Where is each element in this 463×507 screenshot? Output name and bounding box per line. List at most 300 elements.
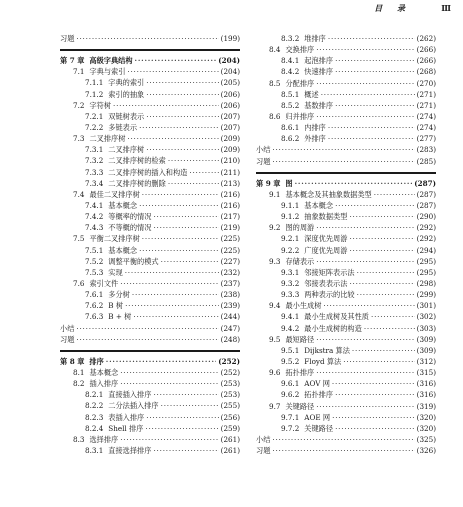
toc-entry[interactable] [60, 167, 240, 178]
toc-entry-page: (252) [218, 356, 240, 366]
toc-entry[interactable] [60, 122, 240, 133]
toc-entry-title: 二分法插入排序 [108, 401, 159, 411]
toc-entry[interactable] [60, 144, 240, 155]
toc-entry-title: Dijkstra 算法 [304, 345, 350, 355]
toc-entry-number: 7.6.3 [85, 312, 104, 322]
toc-entry-title: 习题 [256, 156, 271, 166]
toc-entry-title: 直接选择排序 [108, 445, 152, 455]
toc-entry[interactable] [256, 122, 436, 133]
toc-entry[interactable] [256, 389, 436, 400]
leader-dots [139, 200, 219, 211]
toc-entry-page: (211) [220, 167, 240, 177]
toc-entry[interactable] [60, 111, 240, 122]
toc-entry[interactable] [256, 233, 436, 244]
leader-dots [142, 233, 219, 244]
leader-dots [335, 66, 415, 77]
toc-entry-title: 高级字典结构 [89, 56, 133, 66]
toc-entry-number: 7.1.1 [85, 78, 104, 88]
toc-entry-page: (326) [416, 446, 436, 456]
toc-entry-title: 习题 [60, 34, 75, 43]
leader-dots [189, 167, 218, 178]
toc-entry[interactable] [256, 334, 436, 345]
leader-dots [343, 356, 414, 367]
toc-entry-number: 7.4.3 [85, 223, 104, 233]
leader-dots [272, 445, 414, 456]
toc-entry-title: 二叉排序树的插入和构造 [108, 167, 188, 177]
toc-entry-number: 9.1.1 [281, 200, 300, 210]
toc-entry-title: 表插入排序 [108, 412, 145, 422]
toc-entry-title: 字典的索引 [108, 78, 145, 88]
leader-dots [357, 289, 415, 300]
leader-dots [371, 311, 415, 322]
toc-entry[interactable] [60, 233, 240, 244]
toc-entry[interactable] [60, 434, 240, 445]
toc-entry-title: 排序 [89, 356, 104, 366]
toc-entry[interactable] [60, 267, 240, 278]
toc-entry-title: 基本概念及其抽象数据类型 [285, 189, 372, 199]
toc-entry-page: (266) [416, 45, 436, 55]
toc-entry[interactable] [256, 289, 436, 300]
toc-entry-title: 索引的抽象 [108, 89, 145, 99]
toc-entry[interactable] [256, 100, 436, 111]
toc-entry-page: (298) [416, 278, 436, 288]
toc-entry-title: 图 [285, 178, 293, 188]
toc-entry-number: 8.6.1 [281, 123, 300, 133]
toc-entry[interactable] [256, 66, 436, 77]
toc-entry-number: 9.3 [269, 256, 281, 266]
toc-entry-page: (261) [220, 434, 240, 444]
toc-entry[interactable] [60, 222, 240, 233]
toc-entry-number: 7.4.2 [85, 212, 104, 222]
toc-entry-number: 9.2.1 [281, 234, 300, 244]
toc-entry-page: (207) [220, 111, 240, 121]
header-page-number: Ⅲ [441, 3, 451, 13]
toc-chapter-entry[interactable] [60, 55, 240, 66]
toc-entry[interactable] [60, 311, 240, 322]
leader-dots [295, 178, 413, 189]
toc-entry-page: (204) [220, 67, 240, 77]
toc-entry[interactable] [256, 378, 436, 389]
toc-entry-number: 8.5 [269, 78, 281, 88]
toc-entry-number: 9.3.2 [281, 278, 300, 288]
toc-entry[interactable] [256, 89, 436, 100]
leader-dots [332, 378, 415, 389]
toc-entry[interactable] [256, 211, 436, 222]
toc-entry[interactable] [60, 245, 240, 256]
toc-entry-number: 9.4.1 [281, 312, 300, 322]
leader-dots [272, 144, 414, 155]
toc-entry-page: (268) [416, 67, 436, 77]
toc-entry-title: 快速排序 [304, 67, 334, 77]
toc-entry-page: (290) [416, 212, 436, 222]
leader-dots [161, 256, 219, 267]
leader-dots [113, 100, 219, 111]
toc-entry-title: 二叉排序树 [108, 145, 145, 155]
toc-entry-page: (299) [416, 290, 436, 300]
toc-entry-page: (277) [416, 134, 436, 144]
toc-entry-page: (232) [220, 267, 240, 277]
toc-entry[interactable] [256, 133, 436, 144]
toc-entry-title: 两种表示的比较 [304, 290, 355, 300]
toc-entry-number: 7.5.3 [85, 267, 104, 277]
leader-dots [316, 367, 414, 378]
leader-dots [153, 389, 218, 400]
toc-entry[interactable] [60, 300, 240, 311]
toc-entry[interactable] [60, 100, 240, 111]
toc-entry-title: 拓扑排序 [304, 390, 334, 400]
leader-dots [316, 334, 414, 345]
leader-dots [125, 267, 219, 278]
toc-entry-title: 直接插入排序 [108, 390, 152, 400]
toc-entry-number: 9.7.2 [281, 423, 300, 433]
toc-entry-title: 深度优先周游 [304, 234, 348, 244]
toc-entry-page: (227) [220, 256, 240, 266]
leader-dots [168, 155, 219, 166]
toc-entry-page: (247) [220, 323, 240, 333]
toc-entry-page: (303) [416, 323, 436, 333]
toc-entry-number: 8.5.2 [281, 100, 300, 110]
leader-dots [120, 367, 218, 378]
toc-chapter-entry[interactable] [60, 356, 240, 367]
toc-entry-title: 外排序 [304, 134, 326, 144]
toc-entry-page: (287) [416, 189, 436, 199]
toc-entry[interactable] [60, 77, 240, 88]
toc-entry-title: 索引文件 [89, 278, 119, 288]
toc-entry-number: 9.2 [269, 223, 281, 233]
toc-entry-page: (320) [416, 412, 436, 422]
leader-dots [125, 300, 219, 311]
toc-entry-page: (271) [416, 89, 436, 99]
toc-chapter-entry[interactable] [256, 178, 436, 189]
toc-entry[interactable] [256, 323, 436, 334]
toc-entry-number: 7.6 [73, 278, 85, 288]
toc-entry-number: 第 8 章 [60, 356, 85, 366]
toc-entry-page: (292) [416, 234, 436, 244]
toc-entry-page: (216) [220, 200, 240, 210]
toc-entry-number: 9.5.2 [281, 356, 300, 366]
page-header [0, 0, 463, 20]
toc-entry[interactable] [256, 200, 436, 211]
toc-entry-title: 二叉排序树 [89, 134, 126, 144]
toc-entry-title: AOV 网 [304, 379, 330, 389]
toc-entry[interactable] [60, 200, 240, 211]
toc-entry-page: (309) [416, 345, 436, 355]
toc-entry[interactable] [60, 389, 240, 400]
header-title: 目 录 [374, 3, 411, 13]
toc-entry[interactable] [60, 323, 240, 334]
toc-entry-page: (256) [220, 412, 240, 422]
leader-dots [135, 55, 217, 66]
toc-entry-number: 7.5.1 [85, 245, 104, 255]
toc-entry-title: 最佳二叉排序树 [89, 189, 140, 199]
toc-entry-number: 8.4 [269, 45, 281, 55]
toc-entry-page: (316) [416, 379, 436, 389]
toc-entry-number: 8.2.2 [85, 401, 104, 411]
leader-dots [328, 133, 415, 144]
leader-dots [127, 66, 218, 77]
toc-entry[interactable] [60, 412, 240, 423]
toc-entry-title: 分配排序 [285, 78, 315, 88]
leader-dots [153, 211, 218, 222]
toc-entry-number: 7.3 [73, 134, 85, 144]
toc-entry-page: (238) [220, 290, 240, 300]
leader-dots [323, 300, 414, 311]
leader-dots [127, 133, 218, 144]
toc-entry[interactable] [60, 178, 240, 189]
toc-entry[interactable] [60, 256, 240, 267]
toc-entry[interactable] [60, 334, 240, 345]
toc-entry[interactable] [60, 400, 240, 411]
toc-entry[interactable] [60, 155, 240, 166]
toc-entry-number: 8.3 [73, 434, 85, 444]
toc-entry[interactable] [256, 33, 436, 44]
leader-dots [146, 77, 218, 88]
toc-entry-title: 习题 [60, 334, 75, 344]
leader-dots [146, 111, 218, 122]
toc-entry-number: 8.5.1 [281, 89, 300, 99]
toc-entry[interactable] [256, 278, 436, 289]
toc-entry-number: 7.3.4 [85, 178, 104, 188]
toc-entry[interactable] [60, 367, 240, 378]
toc-entry-number: 9.6.2 [281, 390, 300, 400]
toc-entry-page: (302) [416, 312, 436, 322]
toc-entry-page: (315) [416, 368, 436, 378]
toc-entry-number: 8.4.2 [281, 67, 300, 77]
toc-entry-title: 关键路径 [304, 423, 334, 433]
toc-entry-number: 9.5.1 [281, 345, 300, 355]
toc-entry-page: (301) [416, 301, 436, 311]
toc-entry-number: 9.5 [269, 334, 281, 344]
toc-entry-title: 实现 [108, 267, 123, 277]
toc-entry[interactable] [256, 434, 436, 445]
toc-entry-page: (255) [220, 401, 240, 411]
toc-entry-title: 调整平衡的模式 [108, 256, 159, 266]
toc-entry-title: 最小生成树 [285, 301, 322, 311]
toc-entry-title: 最小生成树及其性质 [304, 312, 369, 322]
toc-entry-number: 7.4.1 [85, 200, 104, 210]
toc-entry-title: 不等概的情况 [108, 223, 152, 233]
toc-entry-title: 内排序 [304, 123, 326, 133]
toc-entry[interactable] [60, 445, 240, 456]
toc-entry-page: (253) [220, 390, 240, 400]
toc-entry-title: Floyd 算法 [304, 356, 342, 366]
toc-entry[interactable] [60, 289, 240, 300]
toc-entry-title: Shell 排序 [108, 423, 144, 433]
toc-entry-page: (309) [416, 334, 436, 344]
toc-entry-page: (294) [416, 245, 436, 255]
toc-entry[interactable] [256, 267, 436, 278]
toc-entry-number: 9.3.1 [281, 267, 300, 277]
leader-dots [120, 278, 218, 289]
toc-entry-number: 8.2.1 [85, 390, 104, 400]
toc-entry-title: 图的周游 [285, 223, 315, 233]
toc-entry-number: 7.3.3 [85, 167, 104, 177]
leader-dots [153, 445, 218, 456]
leader-dots [146, 144, 218, 155]
toc-entry-page: (213) [220, 178, 240, 188]
toc-entry-page: (244) [220, 312, 240, 322]
toc-entry-page: (204) [218, 56, 240, 66]
toc-entry-page: (219) [220, 223, 240, 233]
toc-entry[interactable] [256, 345, 436, 356]
toc-entry-number: 7.1 [73, 67, 85, 77]
leader-dots [139, 245, 219, 256]
toc-entry-title: 基数排序 [304, 100, 334, 110]
leader-dots [272, 434, 414, 445]
toc-entry-page: (225) [220, 245, 240, 255]
toc-entry[interactable] [60, 33, 240, 44]
toc-entry-title: 堆排序 [304, 34, 326, 43]
toc-entry-page: (292) [416, 223, 436, 233]
toc-entry[interactable] [60, 66, 240, 77]
toc-entry-number: 7.1.2 [85, 89, 104, 99]
leader-dots [357, 267, 415, 278]
toc-entry[interactable] [256, 245, 436, 256]
toc-entry-page: (274) [416, 111, 436, 121]
leader-dots [349, 278, 414, 289]
toc-entry-title: 最小生成树的构造 [304, 323, 362, 333]
toc-entry-page: (217) [220, 212, 240, 222]
toc-entry[interactable] [256, 300, 436, 311]
toc-entry-title: 广度优先周游 [304, 245, 348, 255]
toc-left-column [60, 33, 240, 456]
toc-entry-page: (270) [416, 78, 436, 88]
toc-entry-number: 7.5 [73, 234, 85, 244]
toc-entry-page: (320) [416, 423, 436, 433]
toc-entry-page: (274) [416, 123, 436, 133]
toc-entry-title: 基本概念 [108, 200, 138, 210]
leader-dots [161, 400, 219, 411]
leader-dots [316, 78, 414, 89]
toc-entry-title: 最短路径 [285, 334, 315, 344]
toc-entry[interactable] [60, 133, 240, 144]
toc-entry-page: (210) [220, 156, 240, 166]
toc-entry-title: 小结 [256, 434, 271, 444]
toc-entry-page: (239) [220, 301, 240, 311]
toc-entry-title: 交换排序 [285, 45, 315, 55]
toc-entry-number: 9.3.3 [281, 290, 300, 300]
chapter-divider [60, 49, 240, 51]
toc-entry-page: (206) [220, 100, 240, 110]
toc-entry[interactable] [256, 189, 436, 200]
toc-entry-page: (266) [416, 56, 436, 66]
leader-dots [374, 189, 415, 200]
toc-entry[interactable] [256, 356, 436, 367]
toc-entry-page: (207) [220, 122, 240, 132]
leader-dots [153, 222, 218, 233]
toc-entry[interactable] [256, 111, 436, 122]
toc-entry[interactable] [60, 89, 240, 100]
toc-entry[interactable] [256, 256, 436, 267]
leader-dots [133, 311, 218, 322]
toc-entry-number: 7.5.2 [85, 256, 104, 266]
toc-entry-title: B + 树 [108, 312, 132, 322]
toc-entry[interactable] [256, 222, 436, 233]
toc-entry-number: 7.4 [73, 189, 85, 199]
toc-entry-title: 存储表示 [285, 256, 315, 266]
leader-dots [132, 289, 219, 300]
leader-dots [168, 178, 219, 189]
toc-entry-page: (225) [220, 234, 240, 244]
toc-entry-title: 插入排序 [89, 379, 119, 389]
toc-entry[interactable] [256, 44, 436, 55]
toc-entry-number: 第 9 章 [256, 178, 281, 188]
toc-entry-page: (206) [220, 89, 240, 99]
toc-entry[interactable] [256, 144, 436, 155]
toc-entry[interactable] [60, 211, 240, 222]
toc-entry-title: 字符树 [89, 100, 112, 110]
toc-entry[interactable] [256, 156, 436, 167]
toc-entry-title: 基本概念 [304, 200, 334, 210]
toc-entry-number: 第 7 章 [60, 56, 85, 66]
leader-dots [76, 323, 218, 334]
leader-dots [146, 89, 218, 100]
toc-entry-number: 9.1 [269, 189, 281, 199]
toc-entry-number: 8.2.4 [85, 423, 104, 433]
toc-entry-title: 邻接矩阵表示法 [304, 267, 355, 277]
leader-dots [321, 89, 415, 100]
toc-entry-page: (253) [220, 379, 240, 389]
leader-dots [316, 256, 414, 267]
toc-entry[interactable] [256, 412, 436, 423]
leader-dots [120, 378, 218, 389]
toc-entry-title: AOE 网 [304, 412, 331, 422]
toc-entry-number: 8.6 [269, 111, 281, 121]
toc-entry[interactable] [256, 445, 436, 456]
leader-dots [335, 423, 415, 434]
toc-entry-number: 8.4.1 [281, 56, 300, 66]
leader-dots [146, 412, 218, 423]
toc-entry-title: 起泡排序 [304, 56, 334, 66]
toc-entry-title: 基本概念 [108, 245, 138, 255]
leader-dots [335, 389, 415, 400]
leader-dots [349, 245, 414, 256]
toc-entry-title: 小结 [60, 323, 75, 333]
leader-dots [106, 356, 216, 367]
toc-entry-title: 等概率的情况 [108, 212, 152, 222]
leader-dots [364, 323, 415, 334]
leader-dots [316, 401, 414, 412]
toc-entry-number: 9.2.2 [281, 245, 300, 255]
leader-dots [145, 423, 218, 434]
toc-entry[interactable] [256, 55, 436, 66]
toc-entry[interactable] [256, 423, 436, 434]
toc-entry-number: 9.1.2 [281, 212, 300, 222]
leader-dots [335, 200, 415, 211]
toc-entry-number: 8.3.2 [281, 34, 300, 43]
toc-entry[interactable] [60, 423, 240, 434]
toc-entry-page: (319) [416, 401, 436, 411]
toc-entry[interactable] [60, 378, 240, 389]
toc-entry-number: 9.6 [269, 368, 281, 378]
leader-dots [272, 156, 414, 167]
toc-entry[interactable] [256, 367, 436, 378]
leader-dots [328, 122, 415, 133]
leader-dots [139, 122, 219, 133]
toc-entry-page: (283) [416, 145, 436, 155]
toc-entry[interactable] [60, 278, 240, 289]
toc-entry[interactable] [256, 78, 436, 89]
toc-entry-page: (287) [416, 200, 436, 210]
toc-entry-number: 9.7 [269, 401, 281, 411]
toc-entry[interactable] [256, 401, 436, 412]
toc-entry-title: 拓扑排序 [285, 368, 315, 378]
toc-entry-title: 基本概念 [89, 367, 119, 377]
toc-entry-page: (252) [220, 367, 240, 377]
toc-entry[interactable] [60, 189, 240, 200]
leader-dots [352, 345, 415, 356]
toc-entry[interactable] [256, 311, 436, 322]
